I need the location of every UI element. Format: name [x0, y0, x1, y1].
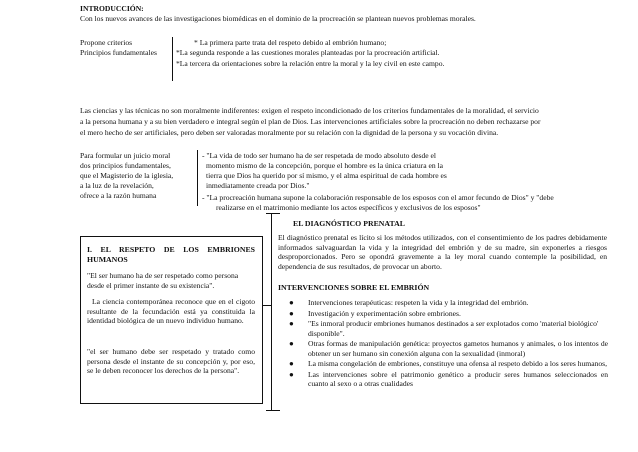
diagnostico-text: El diagnóstico prenatal es lícito si los métodos utilizados, con el consentimiento de los padres debidamente informados salvaguardan la vida y la integridad del embrión y de su madre, sin exponerles a riesgos desproporcionados. Pero se opondrá gravemente a la ley moral cuando contemple la posibilidad, en dependencia de sus resultados, de provocar un aborto. [278, 233, 607, 271]
list-item-text: "Es inmoral producir embriones humanos destinados a ser explotados como 'material biológico' disponible". [308, 319, 599, 338]
list-item-text: Investigación y experimentación sobre embriones. [308, 308, 461, 318]
ciencias-line-2: a la persona humana y a su bien verdadero e integral según el plan de Dios. Las intervenciones artificiales sobre la procreación no deben rechazarse por [80, 117, 541, 126]
list-item [278, 359, 608, 368]
list-item-text: Intervenciones terapéuticas: respeten la vida y la integridad del embrión. [308, 298, 529, 307]
connector-bottom [266, 410, 280, 411]
formular-left-2: dos principios fundamentales, [80, 161, 171, 170]
list-item-text: Las intervenciones sobre el patrimonio genético a producir seres humanos seleccionados en cuanto al sexo o a otras cualidades [308, 369, 608, 389]
connector-middle [263, 305, 272, 306]
respeto-para-3: "el ser humano debe ser respetado y tratado como persona desde el instante de su concepción y, por eso, se le deben reconocer los derechos de la persona". [87, 347, 255, 376]
list-item [278, 309, 608, 318]
list-item [278, 339, 608, 358]
bullet-icon: ● [289, 308, 294, 318]
respeto-para-1: "El ser humano ha de ser respetado como persona desde el primer instante de su existencia". [87, 271, 239, 290]
list-item [278, 370, 608, 389]
bullet-icon: ● [289, 319, 294, 329]
intro-text: Con los nuevos avances de las investigaciones biomédicas en el dominio de la procreación se plantean nuevos problemas morales. [80, 14, 476, 23]
list-item-text: La misma congelación de embriones, constituye una ofensa al respeto debido a los seres humanos, [308, 359, 608, 369]
principle-1-line-1: - "La vida de todo ser humano ha de ser respetada de modo absoluto desde el [202, 151, 437, 160]
principios-label: Principios fundamentales [80, 48, 157, 57]
principle-1-line-2: momento mismo de la concepción, porque el hombre es la única criatura en la [206, 161, 444, 170]
formular-left-4: a la luz de la revelación, [80, 181, 154, 190]
list-item-text: Otras formas de manipulación genética: proyectos gametos humanos y animales, o los intentos de obtener un ser humano sin conexión alguna con la sexualidad (inmoral) [308, 339, 608, 358]
propone-item-2: *La segunda responde a las cuestiones morales planteadas por la procreación artificial. [176, 48, 440, 57]
principle-1-line-3: tierra que Dios ha querido por sí mismo, y el alma espiritual de cada hombre es [206, 171, 447, 180]
respeto-box [80, 236, 263, 404]
intervenciones-list [278, 298, 608, 390]
ciencias-line-3: el mero hecho de ser artificiales, pero deben ser valoradas moralmente por su relación con la dignidad de la persona y su vocación divina. [80, 128, 499, 137]
propone-item-3: *La tercera da orientaciones sobre la relación entre la moral y la ley civil en este campo. [176, 59, 445, 68]
principle-2-line-1: - "La procreación humana supone la colaboración responsable de los esposos con el amor fecundo de Dios" y "debe [202, 193, 554, 202]
bullet-icon: ● [289, 369, 294, 379]
bullet-icon: ● [289, 298, 294, 307]
connector-top [266, 213, 280, 214]
bullet-icon: ● [289, 359, 294, 369]
list-item [278, 298, 608, 307]
principle-2-line-2: realizarse en el matrimonio mediante los actos específicos y exclusivos de los esposos" [216, 203, 481, 212]
propone-item-1: * La primera parte trata del respeto debido al embrión humano; [194, 38, 387, 47]
formular-left-3: que el Magisterio de la iglesia, [80, 171, 174, 180]
intervenciones-title: INTERVENCIONES SOBRE EL EMBRIÓN [278, 283, 430, 292]
formular-left-1: Para formular un juicio moral [80, 151, 171, 160]
connector-vertical [271, 213, 272, 411]
formular-left-5: ofrece a la razón humana [80, 191, 157, 200]
formular-brace [197, 150, 198, 206]
list-item [278, 319, 608, 338]
respeto-title: I. EL RESPETO DE LOS EMBRIONES HUMANOS [87, 245, 255, 265]
intro-title: INTRODUCCIÓN: [80, 4, 144, 13]
diagnostico-title: EL DIAGNÓSTICO PRENATAL [293, 219, 405, 228]
propone-label: Propone criterios [80, 38, 133, 47]
bullet-icon: ● [289, 339, 294, 349]
ciencias-line-1: Las ciencias y las técnicas no son moralmente indiferentes: exigen el respeto incondicionado de los criterios fundamentales de la moralidad, el servicio [80, 106, 539, 115]
respeto-para-2: La ciencia contemporánea reconoce que en el cigoto resultante de la fecundación está ya constituida la identidad biológica de un nuevo individuo humano. [87, 297, 255, 326]
principle-1-line-4: inmediatamente creada por Dios." [206, 181, 310, 190]
propone-brace [172, 37, 173, 81]
